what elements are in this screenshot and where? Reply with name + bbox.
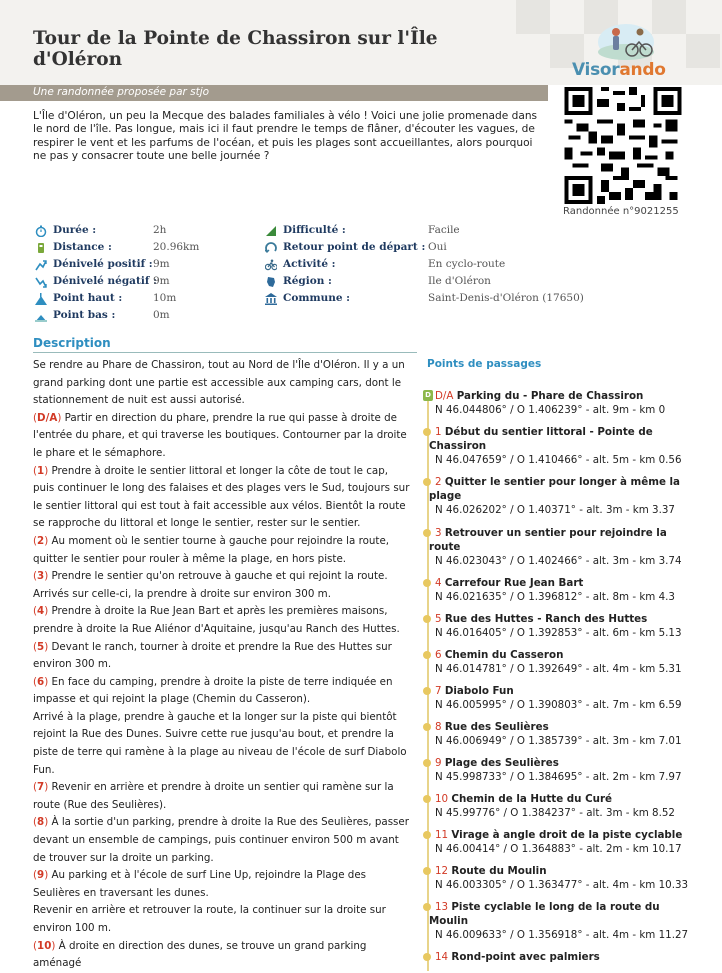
stat-value: En cyclo-route: [428, 258, 506, 270]
stat-value: 20.96km: [153, 241, 200, 253]
description-paragraph: [33, 357, 411, 410]
waypoint-item[interactable]: [429, 648, 689, 676]
description-paragraph: [33, 814, 411, 867]
description-paragraph: [33, 709, 411, 779]
description-heading: Description: [33, 336, 111, 350]
step-marker: (8): [33, 816, 49, 829]
stat-label: Point haut :: [53, 292, 123, 304]
waypoint-name: Plage des Seulières: [444, 757, 559, 769]
description-paragraph: [33, 674, 411, 709]
town-hall-icon: [265, 293, 277, 305]
intro-text: L'Île d'Oléron, un peu la Mecque des balades familiales à vélo ! Voici une jolie promenade dans le nord de l'île. Pas longue, mais ici il faut prendre le temps de flâner, d'écouter les vagues, de respirer le vent et les parfums de l'océan, et puis les plages sont accueillantes, alors pourquoi ne pas y consacrer toute une belle journée ?: [33, 110, 538, 163]
stat-value: Oui: [428, 241, 447, 253]
waypoint-dot-icon: [423, 428, 431, 436]
waypoint-dot-icon: [423, 579, 431, 587]
waypoint-item[interactable]: [429, 756, 689, 784]
paragraph-text: Au parking et à l'école de surf Line Up, rejoindre la Plage des Seulières en traversant les dunes.: [33, 869, 367, 899]
stat-label: Dénivelé négatif :: [53, 275, 157, 287]
paragraph-text: Prendre à droite le sentier littoral et longer la côte de tout le cap, puis continuer le long des falaises et des plages vers le Sud, toujours sur le sentier littoral qui est tout à fait accessible aux vélos. Bientôt la route se rapproche du littoral et longe le sentier, rester sur le sentier.: [33, 464, 410, 530]
waypoint-item[interactable]: [429, 475, 689, 517]
waypoint-item[interactable]: [425, 389, 689, 417]
paragraph-text: Au moment où le sentier tourne à gauche pour rejoindre la route, quitter le sentier pour rouler à même la plage, en hors piste.: [33, 534, 390, 565]
waypoint-name: Retrouver un sentier pour rejoindre la route: [429, 527, 667, 553]
stat-row: [265, 258, 595, 275]
section-divider: [33, 352, 417, 353]
waypoint-dot-icon: [423, 478, 431, 486]
stat-label: Dénivelé positif :: [53, 258, 153, 270]
hike-reference-number: Randonnée n°9021255: [563, 206, 679, 217]
waypoint-number: 6: [435, 649, 442, 661]
step-marker: (5): [33, 640, 49, 653]
stat-value: 9m: [153, 258, 170, 270]
waypoint-dot-icon: [423, 867, 431, 875]
waypoint-coords: N 45.998733° / O 1.384695° - alt. 2m - km 7.97: [435, 771, 682, 783]
waypoint-coords: N 45.99776° / O 1.384237° - alt. 3m - km 8.52: [435, 807, 675, 819]
waypoint-dot-icon: [423, 795, 431, 803]
paragraph-text: En face du camping, prendre à droite la piste de terre indiquée en impasse et qui rejoint la plage (Chemin du Casseron).: [33, 675, 393, 706]
stat-row: [265, 224, 595, 241]
region-icon: [265, 276, 277, 288]
stat-label: Difficulté :: [283, 224, 346, 236]
waypoint-number: 11: [435, 829, 449, 841]
paragraph-text: Devant le ranch, tourner à droite et prendre la Rue des Huttes sur environ 300 m.: [33, 640, 392, 671]
description-paragraph: [33, 463, 411, 533]
waypoint-name: Rue des Seulières: [444, 721, 549, 733]
elevation-down-icon: [35, 276, 47, 288]
stat-label: Durée :: [53, 224, 97, 236]
paragraph-text: À la sortie d'un parking, prendre à droite la Rue des Seulières, passer devant un ensemble de campings, puis continuer environ 500 m avant de trouver sur la droite un parking.: [33, 816, 409, 864]
visorando-logo[interactable]: [568, 18, 678, 80]
waypoint-number: 7: [435, 685, 442, 697]
hikers-illustration-icon: [588, 18, 654, 60]
paragraph-text: Prendre à droite la Rue Jean Bart et après les premières maisons, prendre à droite la Rue Aliénor d'Aquitaine, jusqu'au Ranch des Huttes.: [33, 605, 400, 635]
step-marker: (6): [33, 675, 49, 688]
distance-icon: [35, 242, 47, 254]
paragraph-text: Revenir en arrière et prendre à droite un sentier qui ramène sur la route (Rue des Seulières).: [33, 781, 394, 811]
description-paragraph: [33, 902, 411, 937]
waypoint-coords: N 46.021635° / O 1.396812° - alt. 8m - km 4.3: [435, 591, 675, 603]
waypoint-number: 3: [435, 527, 442, 539]
stat-label: Point bas :: [53, 309, 116, 321]
waypoint-dot-icon: [423, 687, 431, 695]
step-marker: (D/A): [33, 411, 62, 424]
elevation-up-icon: [35, 259, 47, 271]
waypoint-name: Rue des Huttes - Ranch des Huttes: [444, 613, 648, 625]
waypoint-coords: N 46.044806° / O 1.406239° - alt. 9m - km 0: [435, 404, 666, 416]
logo-wordmark: Visorando: [572, 60, 666, 80]
waypoint-item[interactable]: [429, 720, 689, 748]
stat-label: Retour point de départ :: [283, 241, 426, 253]
stat-value: 0m: [153, 309, 170, 321]
stat-label: Commune :: [283, 292, 351, 304]
waypoint-name: Quitter le sentier pour longer à même la plage: [429, 476, 680, 502]
waypoint-name: Diabolo Fun: [444, 685, 514, 697]
waypoint-number: 13: [435, 901, 449, 913]
waypoint-name: Route du Moulin: [451, 865, 547, 877]
paragraph-text: Se rendre au Phare de Chassiron, tout au Nord de l'Île d'Oléron. Il y a un grand parking dont une partie est accessible aux camping cars, dont le stationnement de nuit est aussi autorisé.: [33, 359, 405, 407]
waypoint-number: 4: [435, 577, 442, 589]
waypoint-coords: N 46.026202° / O 1.40371° - alt. 3m - km 3.37: [435, 504, 675, 516]
waypoint-number: 9: [435, 757, 442, 769]
waypoint-name: Début du sentier littoral - Pointe de Chassiron: [429, 426, 653, 452]
waypoint-number: 8: [435, 721, 442, 733]
step-marker: (3): [33, 570, 49, 583]
waypoint-coords: N 46.006949° / O 1.385739° - alt. 3m - km 7.01: [435, 735, 682, 747]
paragraph-text: Partir en direction du phare, prendre la rue qui passe à droite de l'entrée du phare, et qui traverse les boutiques. Contourner par la droite le phare et le sémaphore.: [33, 411, 407, 459]
step-marker: (10): [33, 939, 56, 952]
bicycle-icon: [265, 259, 277, 271]
low-point-icon: [35, 310, 47, 322]
author-line: Une randonnée proposée par stjo: [33, 86, 210, 98]
loop-icon: [265, 242, 277, 254]
description-paragraph: [33, 779, 411, 814]
step-marker: (4): [33, 605, 49, 618]
waypoint-dot-icon: [423, 651, 431, 659]
waypoint-name: Piste cyclable le long de la route du Moulin: [429, 901, 660, 927]
description-paragraph: [33, 568, 411, 603]
waypoint-coords: N 46.016405° / O 1.392853° - alt. 6m - km 5.13: [435, 627, 682, 639]
paragraph-text: Arrivé à la plage, prendre à gauche et la longer sur la piste qui bientôt rejoint la Rue des Dunes. Suivre cette rue jusqu'au bout, et prendre la piste de terre qui ramène à la plage au niveau de l'école de surf Diabolo Fun.: [33, 710, 407, 776]
stat-row: [265, 275, 595, 292]
waypoint-item[interactable]: [429, 792, 689, 820]
waypoint-dot-icon: [423, 615, 431, 623]
stopwatch-icon: [35, 225, 47, 237]
waypoint-item[interactable]: [429, 576, 689, 604]
difficulty-icon: [265, 225, 277, 237]
waypoint-dot-icon: [423, 759, 431, 767]
waypoint-dot-icon: [423, 723, 431, 731]
stat-value: Saint-Denis-d'Oléron (17650): [428, 292, 584, 304]
waypoint-coords: N 46.014781° / O 1.392649° - alt. 4m - km 5.31: [435, 663, 682, 675]
qr-code: [563, 87, 683, 204]
waypoint-name: Chemin du Casseron: [444, 649, 564, 661]
description-paragraph: [33, 938, 411, 973]
stat-value: 10m: [153, 292, 177, 304]
waypoint-name: Rond-point avec palmiers: [451, 951, 600, 963]
waypoint-number: 12: [435, 865, 449, 877]
waypoint-number: 14: [435, 951, 449, 963]
stat-value: Facile: [428, 224, 460, 236]
waypoint-number: 5: [435, 613, 442, 625]
step-marker: (7): [33, 781, 49, 794]
waypoint-coords: N 46.023043° / O 1.402466° - alt. 3m - km 3.74: [435, 555, 682, 567]
waypoint-name: Parking du - Phare de Chassiron: [456, 390, 644, 402]
paragraph-text: Revenir en arrière et retrouver la route, la continuer sur la droite sur environ 100 m.: [33, 904, 386, 934]
waypoint-coords: N 46.005995° / O 1.390803° - alt. 7m - km 6.59: [435, 699, 682, 711]
waypoint-item[interactable]: [429, 864, 689, 892]
waypoint-item[interactable]: [429, 684, 689, 712]
start-flag-icon: D: [423, 390, 433, 401]
waypoint-dot-icon: [423, 529, 431, 537]
step-marker: (9): [33, 869, 49, 882]
description-paragraph: [33, 867, 411, 902]
stat-row: [265, 292, 595, 309]
waypoint-item[interactable]: [429, 612, 689, 640]
page-title: Tour de la Pointe de Chassiron sur l'Île d'Oléron: [33, 28, 438, 70]
paragraph-text: Prendre le sentier qu'on retrouve à gauche et qui rejoint la route. Arrivés sur celle-ci, la prendre à droite sur environ 300 m.: [33, 570, 388, 600]
waypoint-item[interactable]: [429, 526, 689, 568]
waypoint-dot-icon: [423, 831, 431, 839]
waypoint-number: 10: [435, 793, 449, 805]
description-paragraph: [33, 603, 411, 638]
step-marker: (2): [33, 534, 49, 547]
waypoint-coords: N 46.00414° / O 1.364883° - alt. 2m - km 10.17: [435, 843, 682, 855]
waypoint-coords: N 46.003305° / O 1.363477° - alt. 4m - km 10.33: [435, 879, 689, 891]
description-paragraph: [33, 410, 411, 463]
waypoint-coords: N 46.009633° / O 1.356918° - alt. 4m - km 11.27: [435, 929, 689, 941]
high-point-icon: [35, 293, 47, 305]
waypoint-number: 2: [435, 476, 442, 488]
waypoint-name: Virage à angle droit de la piste cyclable: [451, 829, 683, 841]
paragraph-text: À droite en direction des dunes, se trouve un grand parking aménagé: [33, 939, 367, 970]
waypoint-coords: N 46.047659° / O 1.410466° - alt. 5m - km 0.56: [435, 454, 682, 466]
stat-row: [35, 309, 365, 326]
waypoints-heading: Points de passages: [427, 358, 542, 370]
waypoint-dot-icon: [423, 953, 431, 961]
step-marker: (1): [33, 464, 49, 477]
waypoint-item[interactable]: [429, 900, 689, 942]
stat-label: Activité :: [283, 258, 336, 270]
waypoint-number: 1: [435, 426, 442, 438]
description-paragraph: [33, 639, 411, 674]
waypoint-item[interactable]: [429, 425, 689, 467]
stat-value: Ile d'Oléron: [428, 275, 491, 287]
waypoint-item[interactable]: [429, 950, 689, 964]
waypoint-item[interactable]: [429, 828, 689, 856]
waypoint-name: Chemin de la Hutte du Curé: [451, 793, 613, 805]
stat-value: 2h: [153, 224, 167, 236]
stat-label: Région :: [283, 275, 332, 287]
waypoint-dot-icon: [423, 903, 431, 911]
description-paragraph: [33, 533, 411, 568]
hike-stats: [0, 224, 722, 324]
stat-label: Distance :: [53, 241, 112, 253]
stat-row: [265, 241, 595, 258]
stat-value: 9m: [153, 275, 170, 287]
waypoint-name: Carrefour Rue Jean Bart: [444, 577, 584, 589]
waypoint-number: D/A: [435, 390, 454, 402]
description-body: [33, 357, 411, 973]
